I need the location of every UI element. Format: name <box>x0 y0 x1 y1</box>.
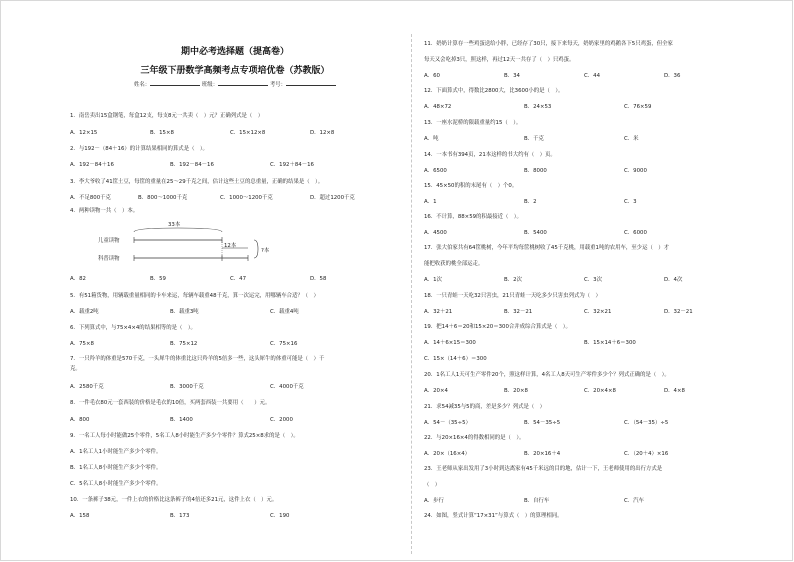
q3-option-a[interactable]: A．不足800千克 <box>70 195 111 201</box>
question-9: 9．一名工人每小时能做25个零件，5名工人8小时能生产多少个零件？算式25×8求的是（ ）。 <box>70 433 299 439</box>
q20-option-c[interactable]: C．20×4×8 <box>584 388 616 394</box>
diagram-row1-label: 儿童读物 <box>98 238 120 244</box>
question-17-cont: 能把收获的桃全部运走。 <box>424 261 484 267</box>
page-subtitle: 三年级下册数学高频考点专项培优卷（苏教版） <box>140 66 330 76</box>
q15-option-a[interactable]: A．1 <box>424 199 437 205</box>
q4-option-a[interactable]: A．82 <box>70 276 86 282</box>
student-info-row <box>70 80 400 88</box>
question-13: 13．一座水泥桥的限载重量约15（ ）。 <box>424 120 522 126</box>
number-blank[interactable] <box>286 80 336 86</box>
q11-option-b[interactable]: B．34 <box>504 73 520 79</box>
q11-option-c[interactable]: C．44 <box>584 73 601 79</box>
q23-option-b[interactable]: B．自行车 <box>524 498 550 504</box>
class-label: 班级： <box>201 82 219 88</box>
page-title: 期中必考选择题（提高卷） <box>180 47 289 57</box>
diagram-row2-label: 科普读物 <box>98 256 120 262</box>
q19-option-c[interactable]: C．15×（14＋6）＝300 <box>424 356 487 362</box>
q10-option-a[interactable]: A．158 <box>70 513 90 519</box>
q9-option-c[interactable]: C．5名工人8小时能生产多少个零件。 <box>70 481 162 487</box>
q12-option-a[interactable]: A．48×72 <box>424 104 452 110</box>
q23-option-c[interactable]: C．汽车 <box>624 498 644 504</box>
q9-option-a[interactable]: A．1名工人1小时能生产多少个零件。 <box>70 449 162 455</box>
question-15: 15．45×50的积的末尾有（ ）个0。 <box>424 183 518 189</box>
diagram-top-label: 33本 <box>168 222 181 228</box>
diagram-mid-label: 12本 <box>224 243 237 249</box>
q14-option-a[interactable]: A．6500 <box>424 168 447 174</box>
question-17: 17．张大伯家共有64筐桃树，今年平均每筐桃树收了45千克桃，用载重1吨的农用车，至少运（ ）才 <box>424 245 670 251</box>
q6-option-a[interactable]: A．75×8 <box>70 341 94 347</box>
q17-option-c[interactable]: C．3次 <box>584 277 602 283</box>
q9-option-b[interactable]: B．1名工人8小时能生产多少个零件。 <box>70 465 162 471</box>
q18-option-c[interactable]: C．32×21 <box>584 309 612 315</box>
q3-option-c[interactable]: C．1000～1200千克 <box>220 195 273 201</box>
q19-option-b[interactable]: B．15×14＋6＝300 <box>584 340 636 346</box>
question-11-cont: 每天又会吃掉3只，照这样，再过12天一共存了（ ）只鸡蛋。 <box>424 57 575 63</box>
question-7: 7．一只羚羊的体重是570千克，一头犀牛的体重比这只羚羊的5倍多一些，这头犀牛的体重可能是（ ）千 <box>70 356 325 362</box>
question-8: 8．一件毛衣80元一套西装的价格是毛衣的10倍，买两套西装一共要用（ ）元。 <box>70 400 271 406</box>
question-16: 16．不计算，88×59的积最接近（ ）。 <box>424 214 522 220</box>
question-6: 6．下列算式中，与75×4×4的结果相等的是（ ）。 <box>70 325 196 331</box>
q21-option-b[interactable]: B．54－35÷5 <box>524 420 561 426</box>
q20-option-b[interactable]: B．20×8 <box>504 388 528 394</box>
q15-option-b[interactable]: B．2 <box>524 199 537 205</box>
q3-option-b[interactable]: B．800～1000千克 <box>138 195 188 201</box>
q17-option-b[interactable]: B．2次 <box>504 277 522 283</box>
q10-option-c[interactable]: C．190 <box>270 513 290 519</box>
question-10: 10．一条裤子38元，一件上衣的价格比这条裤子的4倍还多21元，这件上衣（ ）元。 <box>70 497 278 503</box>
q21-option-c[interactable]: C．（54－35）÷5 <box>624 420 669 426</box>
question-12: 12．下面算式中，得数比2800大，比3600小的是（ ）。 <box>424 88 564 94</box>
question-20: 20．1名工人1天可生产零件20个，照这样计算，4名工人8天可生产零件多少个？列式正确的是（ ）。 <box>424 372 670 378</box>
q13-option-c[interactable]: C．米 <box>624 136 639 142</box>
q1-option-c[interactable]: C．15×12×8 <box>230 130 266 136</box>
q5-option-a[interactable]: A．载重2吨 <box>70 309 99 315</box>
question-5: 5．有51箱货物，用辆载重量相同的卡车来运，每辆车载重48千克，算一次运完，用哪辆车合适？（ ） <box>70 293 319 299</box>
q4-option-c[interactable]: C．47 <box>230 276 247 282</box>
question-23: 23．王老师从家出发用了3小时到达离家有45千米远的目的地，估计一下，王老师使用的出行方式是 <box>424 466 663 472</box>
right-brace <box>254 240 258 258</box>
q20-option-a[interactable]: A．20×4 <box>424 388 448 394</box>
class-blank[interactable] <box>218 80 268 86</box>
q2-option-a[interactable]: A．192－84＋16 <box>70 162 114 168</box>
question-18: 18．一只青蛙一天吃32只害虫，21只青蛙一天吃多少只害虫列式为（ ） <box>424 293 601 299</box>
reading-diagram <box>88 222 288 262</box>
q22-option-b[interactable]: B．20×16＋4 <box>524 451 561 457</box>
q8-option-c[interactable]: C．2000 <box>270 417 293 423</box>
question-7-cont: 克。 <box>70 366 81 372</box>
q13-option-b[interactable]: B．千克 <box>524 136 544 142</box>
question-22: 22．与20×16×4的得数相同的是（ ）。 <box>424 435 525 441</box>
diagram-side-label: ?本 <box>261 248 270 254</box>
q13-option-a[interactable]: A．吨 <box>424 136 439 142</box>
q6-option-c[interactable]: C．75×16 <box>270 341 298 347</box>
name-label: 姓名： <box>134 82 151 88</box>
q1-option-a[interactable]: A．12×15 <box>70 130 98 136</box>
question-1: 1．南岳卖出15盒钢笔，每盒12支，每支8元一共卖（ ）元？正确列式是（ ） <box>70 113 264 119</box>
q18-option-d[interactable]: D．32－21 <box>664 309 693 315</box>
q8-option-a[interactable]: A．800 <box>70 417 90 423</box>
q14-option-b[interactable]: B．8000 <box>524 168 547 174</box>
question-21: 21．求54减35与5的商，差是多少？列式是（ ） <box>424 404 546 410</box>
question-4: 4．两种读物一共（ ）本。 <box>70 208 139 214</box>
name-blank[interactable] <box>150 80 200 86</box>
q7-option-b[interactable]: B．3000千克 <box>170 384 204 390</box>
q18-option-a[interactable]: A．32＋21 <box>424 309 453 315</box>
q12-option-c[interactable]: C．76×59 <box>624 104 652 110</box>
q4-option-d[interactable]: D．58 <box>310 276 327 282</box>
q11-option-d[interactable]: D．36 <box>664 73 681 79</box>
q20-option-d[interactable]: D．4×8 <box>664 388 685 394</box>
question-19: 19．把14＋6＝20和15×20＝300合并成综合算式是（ ）。 <box>424 324 571 330</box>
q16-option-b[interactable]: B．5400 <box>524 230 547 236</box>
top-brace <box>134 228 222 232</box>
q6-option-b[interactable]: B．75×12 <box>170 341 198 347</box>
q5-option-b[interactable]: B．载重3吨 <box>170 309 199 315</box>
q17-option-a[interactable]: A．1次 <box>424 277 442 283</box>
q23-option-a[interactable]: A．步行 <box>424 498 444 504</box>
q21-option-a[interactable]: A．54－（35÷5） <box>424 420 471 426</box>
q3-option-d[interactable]: D．超过1200千克 <box>310 195 355 201</box>
q12-option-b[interactable]: B．24×53 <box>524 104 552 110</box>
q15-option-c[interactable]: C．3 <box>624 199 637 205</box>
q1-option-b[interactable]: B．15×8 <box>150 130 174 136</box>
q2-option-c[interactable]: C．192＋84－16 <box>270 162 314 168</box>
column-divider <box>411 34 412 554</box>
question-11: 11．奶奶计算存一些鸡蛋送给小胖，已经存了30只，接下来每天，奶奶家里的鸡鹅各下5只鸡蛋，但全家 <box>424 41 673 47</box>
q19-option-a[interactable]: A．14＋6×15＝300 <box>424 340 476 346</box>
q4-option-b[interactable]: B．59 <box>150 276 166 282</box>
q7-option-c[interactable]: C．4000千克 <box>270 384 304 390</box>
question-2: 2．与192－（84＋16）的计算结果相同的算式是（ ）。 <box>70 146 208 152</box>
question-24: 24．如图，竖式计算“17×31”与算式（ ）的算理相同。 <box>424 513 563 519</box>
q22-option-c[interactable]: C．（20＋4）×16 <box>624 451 669 457</box>
q7-option-a[interactable]: A．2580千克 <box>70 384 104 390</box>
q17-option-d[interactable]: D．4次 <box>664 277 683 283</box>
q8-option-b[interactable]: B．1400 <box>170 417 193 423</box>
q14-option-c[interactable]: C．9000 <box>624 168 647 174</box>
number-label: 考号： <box>269 82 286 88</box>
q5-option-c[interactable]: C．载重4吨 <box>270 309 299 315</box>
q22-option-a[interactable]: A．20×（16×4） <box>424 451 471 457</box>
q10-option-b[interactable]: B．173 <box>170 513 190 519</box>
q11-option-a[interactable]: A．60 <box>424 73 440 79</box>
question-3: 3．李大爷收了41筐土豆，每筐的重量在25～29千克之间，估计这些土豆的总重量，正确的结果是（ ）。 <box>70 179 324 185</box>
q1-option-d[interactable]: D．12×8 <box>310 130 335 136</box>
question-23-cont: （ ） <box>424 482 441 488</box>
q16-option-c[interactable]: C．6000 <box>624 230 647 236</box>
question-14: 14．一本书有394页，21本这样的书大约有（ ）页。 <box>424 152 556 158</box>
q16-option-a[interactable]: A．4500 <box>424 230 447 236</box>
q2-option-b[interactable]: B．192－84－16 <box>170 162 214 168</box>
q18-option-b[interactable]: B．32－21 <box>504 309 533 315</box>
